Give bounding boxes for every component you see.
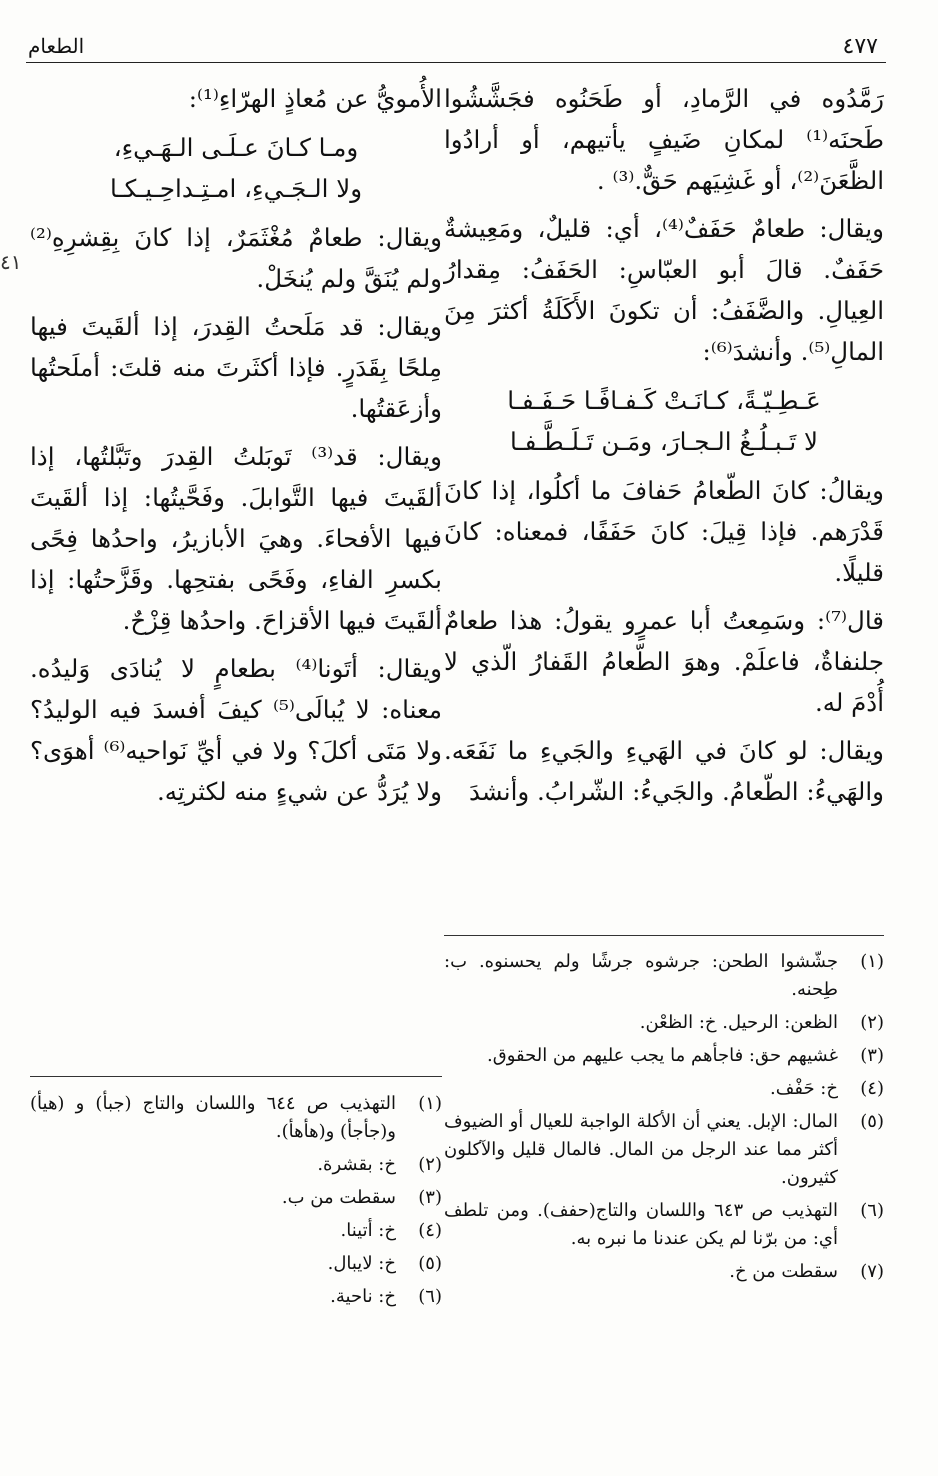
footnote-number: (٣) xyxy=(418,1187,442,1208)
footnote xyxy=(30,1184,442,1212)
paragraph: ويقال: طعامٌ مُغْثَمَرٌ، إذا كانَ بِقِشرِهِ⁽²⁾ ولم يُنَقَّ ولم يُنخَلْ. xyxy=(30,223,442,293)
footnote xyxy=(444,1042,884,1070)
footnote-number: (٢) xyxy=(418,1154,442,1175)
footnote xyxy=(30,1217,442,1245)
footnote xyxy=(444,1075,884,1103)
right-column xyxy=(444,78,884,819)
verse-line: ومـا كـانَ عـلَـى الـهَـيءِ، xyxy=(113,133,359,162)
verse xyxy=(444,380,884,462)
footnote-text: خ: أتينا. xyxy=(340,1220,396,1241)
footnote-text: خ: بقشرة. xyxy=(317,1154,396,1175)
footnotes-left xyxy=(30,1090,442,1316)
footnote-number: (٤) xyxy=(860,1078,884,1099)
left-column xyxy=(30,78,442,819)
footnote-text: غشيهم حق: فاجأهم ما يجب عليهم من الحقوق. xyxy=(487,1045,838,1066)
paragraph: الأُمويُّ عن مُعاذٍ الهرّاءِ⁽¹⁾: xyxy=(188,84,442,113)
footnote-number: (١) xyxy=(860,951,884,972)
verse-line: لا تَـبـلُـغُ الـجـارَ، ومَـن تَـلَـطَّـفـا xyxy=(509,427,819,456)
paragraph: ويقال: طعامٌ حَفَفٌ⁽⁴⁾، أي: قليلٌ، ومَعِيشةٌ حَفَفٌ. قالَ أبو العبّاسِ: الحَفَفُ: مِقدارُ العِيالِ. والضَّفَفُ: أن تكونَ الأَكَلَةُ أكثرَ مِنَ المالِ⁽⁵⁾. وأنشدَ⁽⁶⁾: xyxy=(444,214,884,366)
footnote-number: (٢) xyxy=(860,1012,884,1033)
footnote-rule-left xyxy=(30,1076,442,1077)
footnote-number: (٧) xyxy=(860,1261,884,1282)
footnote-number: (٦) xyxy=(860,1200,884,1221)
footnote xyxy=(444,948,884,1004)
paragraph: رَمَّدُوه في الرَّمادِ، أو طَحَنُوه فجَشَّشُوا طَحنَه⁽¹⁾ لمكانِ ضَيفٍ يأتيهم، أو أرادُوا الظَّعَنَ⁽²⁾، أو غَشِيَهم حَقٌّ.⁽³⁾ . xyxy=(444,84,884,195)
paragraph: ويقال: أتَونا⁽⁴⁾ بطعامٍ لا يُنادَى وَليدُه. معناه: لا يُبالَى⁽⁵⁾ كيفَ أفسدَ فيه الوليدُ؟ ولا مَتَى أكلَ؟ ولا في أيِّ نَواحيه⁽⁶⁾ أهوَى؟ ولا يُرَدُّ عن شيءٍ منه لكثرتِه. xyxy=(30,654,443,806)
footnote xyxy=(444,1258,884,1286)
footnote xyxy=(444,1197,884,1253)
footnote-number: (١) xyxy=(418,1093,442,1114)
paragraph: ويقالُ: كانَ الطّعامُ حَفافَ ما أكلُوا، إذا كانَ قَدْرَهم. فإذا قِيلَ: كانَ حَفَفًا، فمعناه: كانَ قليلًا. xyxy=(444,476,884,587)
footnote-text: خ: لايبال. xyxy=(327,1253,396,1274)
header-rule xyxy=(26,62,886,63)
footnote-number: (٦) xyxy=(418,1286,442,1307)
footnote-text: خ: ناحية. xyxy=(330,1286,396,1307)
footnote xyxy=(30,1151,442,1179)
footnote xyxy=(30,1250,442,1278)
footnote-text: التهذيب ص ٦٤٤ واللسان والتاج (جبأ) و (هيأ) و(جأجأ) و(هأهأ). xyxy=(30,1093,396,1142)
footnote xyxy=(30,1283,442,1311)
paragraph: قال⁽⁷⁾: وسَمِعتُ أبا عمرٍو يقولُ: هذا طعامٌ جلنفاةٌ، فاعلَمْ. وهوَ الطّعامُ القَفارُ الّذي لا أُدْمَ له. xyxy=(444,606,884,717)
running-title: الطعام xyxy=(28,34,85,58)
footnote-text: سقطت من ب. xyxy=(281,1187,396,1208)
footnote-number: (٥) xyxy=(860,1111,884,1132)
footnote xyxy=(444,1108,884,1192)
footnote-rule-right xyxy=(444,935,884,936)
paragraph: ويقال: لو كانَ في الهَيءِ والجَيءِ ما نَفَعَه. والهَيءُ: الطّعامُ. والجَيءُ: الشّرابُ. وأنشدَ xyxy=(444,736,884,806)
footnote xyxy=(30,1090,442,1146)
footnote xyxy=(444,1009,884,1037)
footnote-number: (٥) xyxy=(418,1253,442,1274)
paragraph: ويقال: قد⁽³⁾ تَوبَلتُ القِدرَ وتَبَّلتُها، إذا ألقَيتَ فيها التَّوابلَ. وفَحَّيتُها: إذا ألقَيتَ فيها الأفحاءَ. وهيَ الأبازيرُ، واحدُها فِحًى بكسرِ الفاءِ، وفَحًى بفتحِها. وقَزَّحتُها: إذا ألقَيتَ فيها الأقزاحَ. واحدُها قِزْحٌ. xyxy=(30,442,442,635)
page-number: ٤٧٧ xyxy=(842,34,878,59)
footnote-text: الظعن: الرحيل. خ: الظعْن. xyxy=(639,1012,838,1033)
footnotes-right xyxy=(444,948,884,1291)
footnote-text: جشّشوا الطحن: جرشوه جرشًا ولم يحسنوه. ب: طِحنه. xyxy=(444,951,838,1000)
verse xyxy=(30,127,442,209)
footnote-number: (٤) xyxy=(418,1220,442,1241)
footnote-text: خ: حَفْف. xyxy=(770,1078,838,1099)
footnote-number: (٣) xyxy=(860,1045,884,1066)
footnote-text: سقطت من خ. xyxy=(729,1261,838,1282)
footnote-text: التهذيب ص ٦٤٣ واللسان والتاج(حفف). ومن تلطف أي: من برّنا لم يكن عندنا ما نبره به. xyxy=(444,1200,838,1249)
paragraph: ويقال: قد مَلَحتُ القِدرَ، إذا ألقَيتَ فيها مِلحًا بِقَدَرٍ. فإذا أكثَرتَ منه قلتَ: أملَحتُها وأزعَقتُها. xyxy=(30,312,442,423)
verse-line: ولا الـجَـيءِ، امـتِـداحِـيـكـا xyxy=(109,174,363,203)
verse-line: عَـطِـيّـةً، كـانَـتْ كَـفـافًـا حَـفَـفـا xyxy=(507,386,821,415)
margin-mark: ٤١ xyxy=(0,250,22,274)
footnote-text: المال: الإبل. يعني أن الأكلة الواجبة للعيال أو الضيوف أكثر مما عند الرجل من المال. فالمال قليل والآكلون كثيرون. xyxy=(444,1111,838,1188)
